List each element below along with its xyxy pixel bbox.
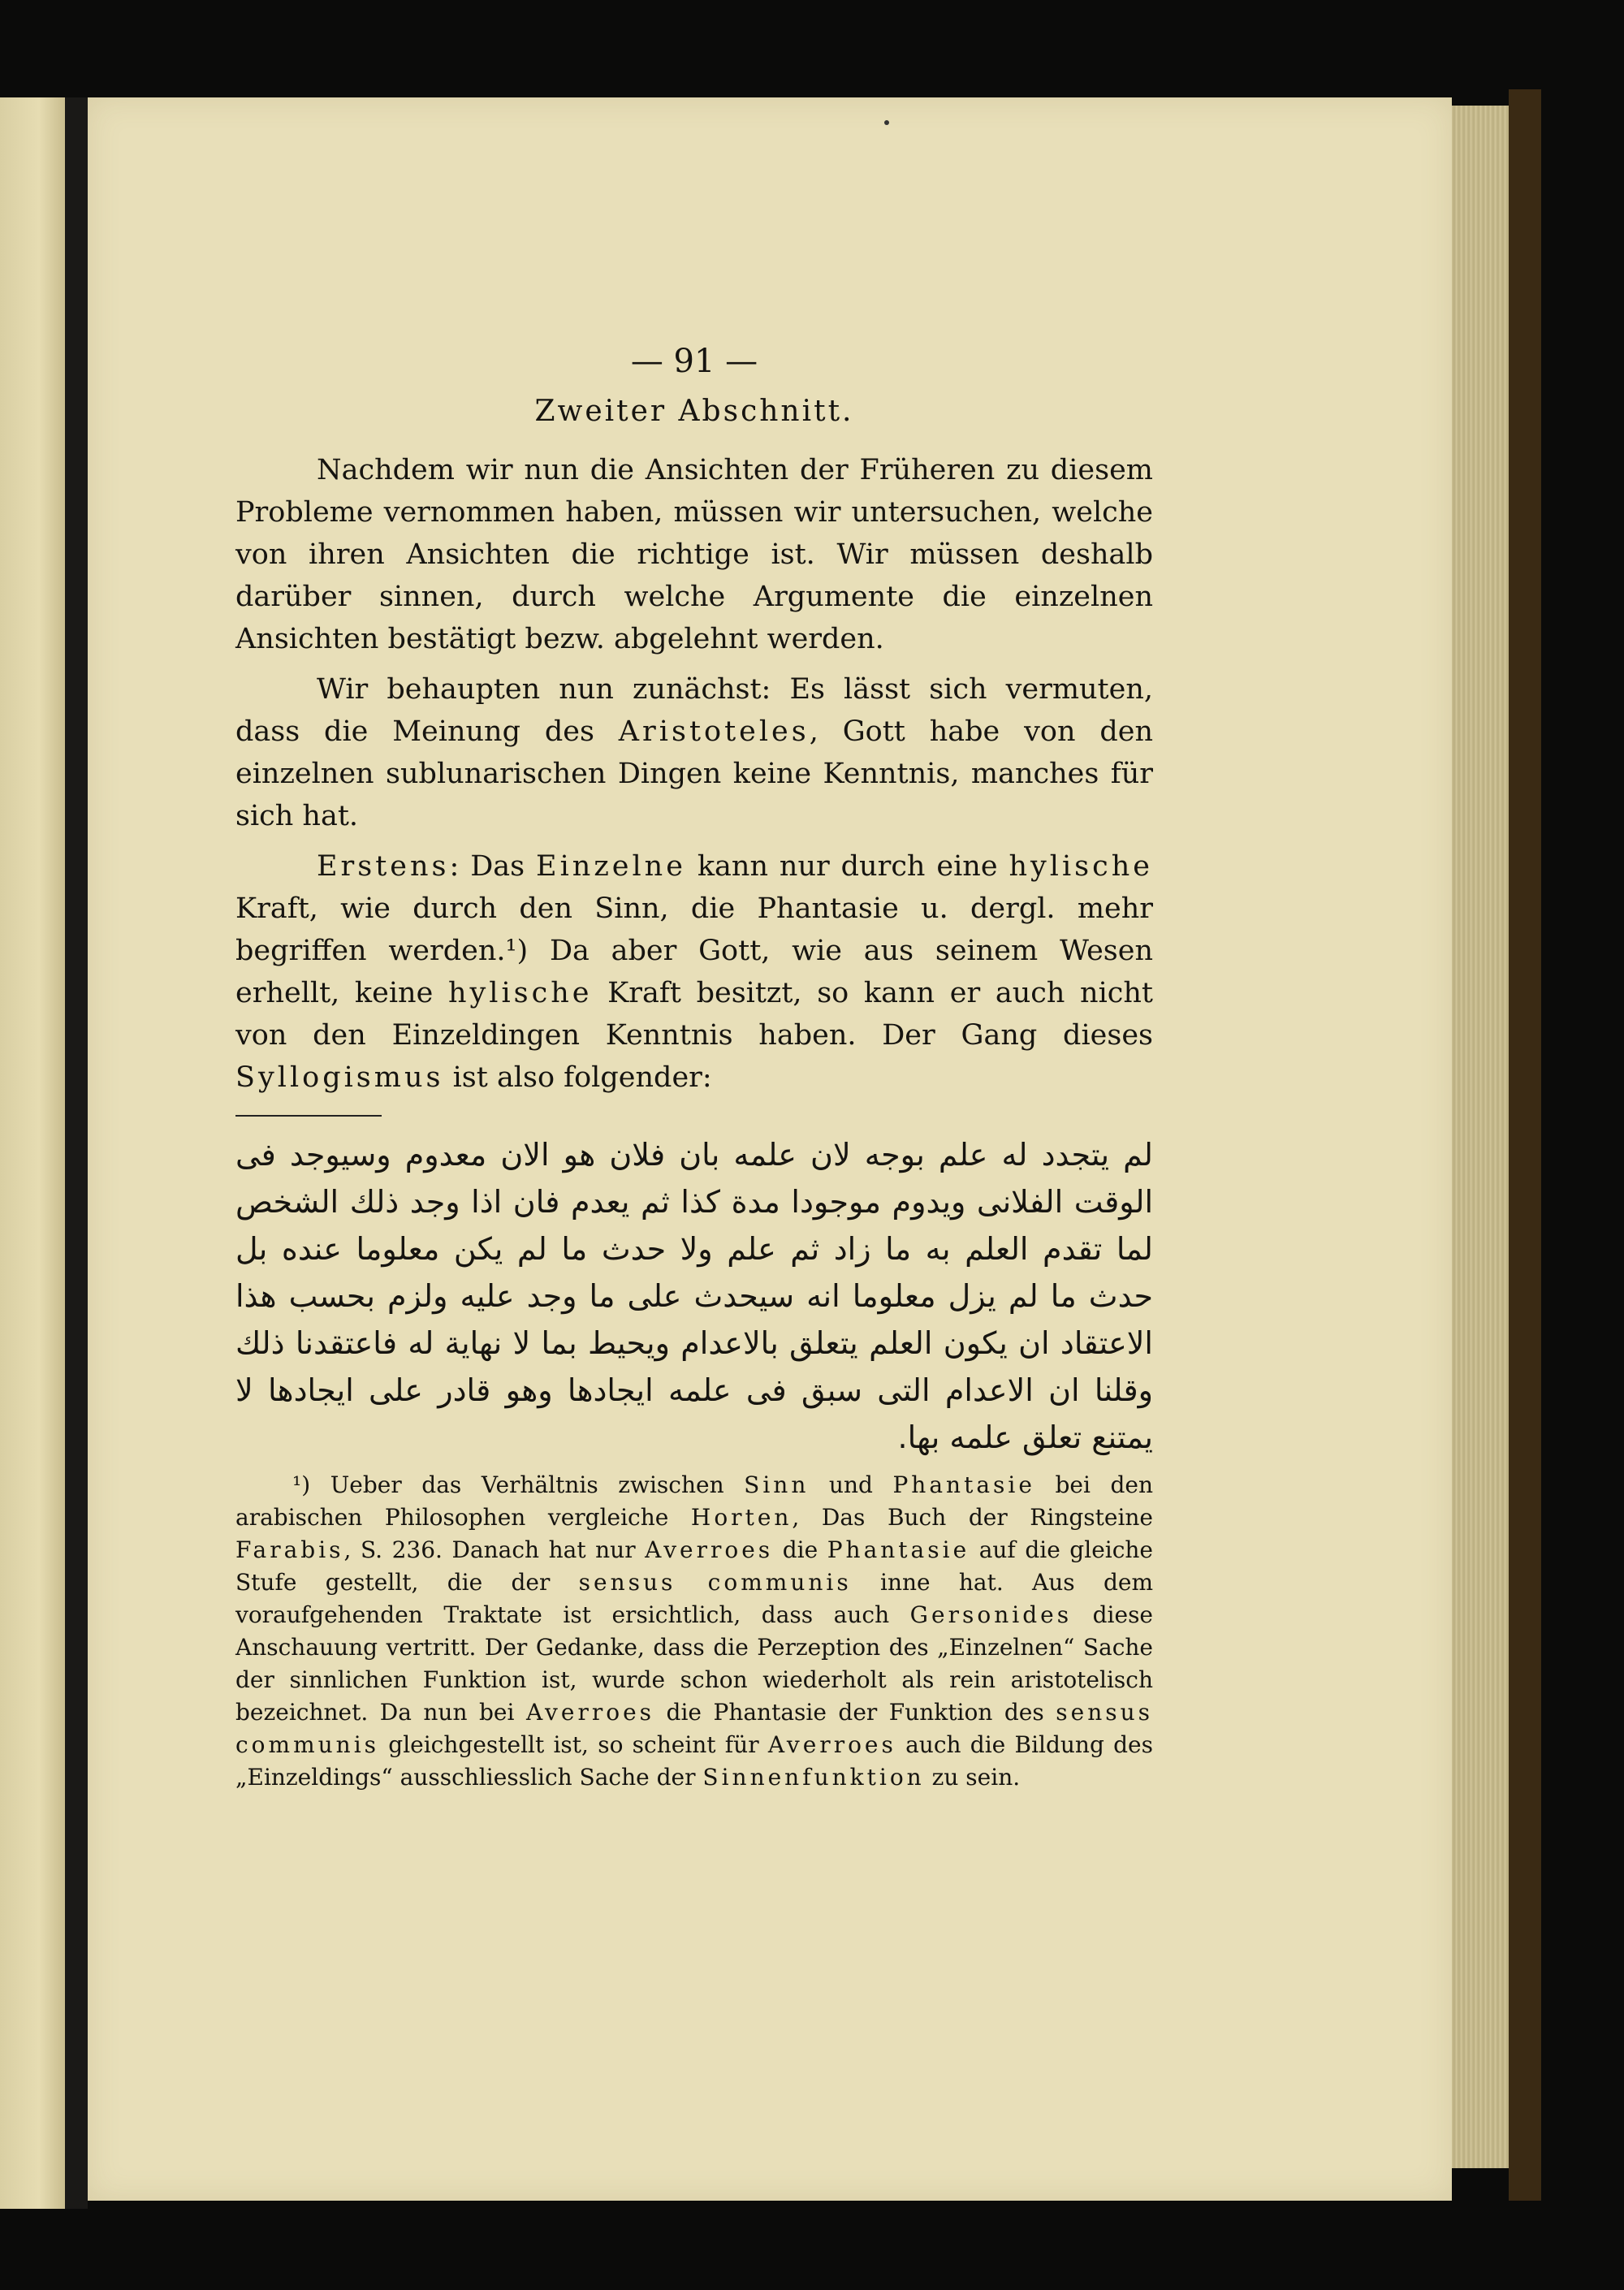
footnote-text-15: inne hat. Aus dem voraufgehenden Traktate ist ersichtlich, dass auch [235,1569,1154,1628]
footnote-text-19: die Phantasie der Funktion des [654,1699,1056,1726]
footnote-text-17: diese Anschauung vertritt. Der Gedanke, dass die Perzeption des „Einzelnen“ Sache der sinnlichen Funktion ist, wurde schon wiederholt als rein aristotelisch bezeichnet. Da nun bei [235,1601,1154,1726]
paragraph-1: Nachdem wir nun die Ansichten der Früheren zu diesem Probleme vernommen haben, müssen wir untersuchen, welche von ihren Ansichten die richtige ist. Wir müssen deshalb darüber sinnen, durch welche Argumente die einzelnen Ansichten bestätigt bezw. abgelehnt werden. [235,454,1153,655]
book-cover-edge [1509,89,1541,2201]
footnote-text-21: gleichgestellt ist, so scheint für [379,1731,768,1758]
footnote-text-25: zu sein. [924,1764,1021,1791]
footnote-sinn: Sinn [744,1471,810,1498]
footnote-averroes-1: Averroes [645,1536,774,1563]
footnote-text-3: und [809,1471,893,1498]
quotation-rule [235,1115,382,1117]
footnote-text-23: auch die Bildung des „Einzeldings“ ausschliesslich Sache der [235,1731,1153,1791]
footnote-averroes-3: Averroes [767,1731,896,1758]
paragraph-3-hylische-1: hylische [1009,850,1153,883]
footnote-phantasie-2: Phantasie [827,1536,970,1563]
section-title: Zweiter Abschnitt. [534,395,854,428]
paragraph-3 [235,845,1153,1099]
footnote-text-1: ¹) Ueber das Verhältnis zwischen [292,1471,745,1498]
footnote-farabis: Farabis [235,1536,344,1563]
paragraph-3-text-h: Kraft besitzt, so kann er auch nicht von den Einzeldingen Kenntnis haben. Der Gang dieses [235,977,1153,1052]
footnote-sensus-communis-1: sensus communis [578,1569,852,1596]
paragraph-3-hylische-2: hylische [447,977,593,1009]
footnote-text-5: bei den arabischen Philosophen vergleiche [235,1471,1153,1531]
paragraph-3-erstens: Erstens [317,850,450,883]
page-edges [1452,106,1509,2168]
footnote [235,1469,1153,1794]
paragraph-3-text-d: kann nur durch eine [685,850,1009,883]
footnote-text-7: , Das Buch der Ringsteine [792,1504,1153,1531]
page-number: — 91 — [630,343,758,380]
arabic-quotation: لم يتجدد له علم بوجه لان علمه بان فلان هو الان معدوم وسيوجد فى الوقت الفلانى ويدوم موجودا مدة كذا ثم يعدم فان اذا وجد ذلك الشخص لما تقدم العلم به ما زاد ثم علم ولا حدث ما لم يكن معلوما عنده بل حدث ما لم يزل معلوما انه سيحدث على ما وجد عليه ولزم بحسب هذا الاعتقاد ان يكون العلم يتعلق بالاعدام ويحيط بما لا نهاية له فاعتقدنا ذلك وقلنا ان الاعدام التى سبق فى علمه ايجادها وهو قادر على ايجادها لا يمتنع تعلق علمه بها. [235,1137,1153,1455]
footnote-sensus-communis-2: sensus communis [235,1699,1153,1758]
left-page-edge [0,97,65,2209]
footnote-gersonides: Gersonides [909,1601,1073,1628]
footnote-sinnenfunktion: Sinnenfunktion [702,1764,925,1791]
footnote-phantasie-1: Phantasie [892,1471,1035,1498]
footnote-text-13: auf die gleiche Stufe gestellt, die der [235,1536,1153,1596]
footnote-averroes-2: Averroes [525,1699,655,1726]
paragraph-2-text-c: , Gott habe von den einzelnen sublunarischen Dingen keine Kenntnis, manches für sich hat. [235,715,1153,832]
footnote-text-11: die [773,1536,827,1563]
paragraph-2 [235,668,1153,837]
paragraph-3-text-f: Kraft, wie durch den Sinn, die Phantasie u. dergl. mehr begriffen werden.¹) Da aber Gott, wie aus seinem Wesen erhellt, keine [235,892,1153,1009]
paragraph-2-text-a: Wir behaupten nun zunächst: Es lässt sich vermuten, dass die Meinung des [235,673,1153,748]
paragraph-2-name-aristoteles: Aristoteles [618,715,810,748]
footnote-horten: Horten [690,1504,793,1531]
footnote-text-9: , S. 236. Danach hat nur [343,1536,646,1563]
book-gutter [65,97,88,2209]
paragraph-3-text-b: : Das [449,850,537,883]
ink-speck [884,120,889,125]
paragraph-3-text-j: ist also folgender: [443,1061,712,1094]
paragraph-3-einzelne: Einzelne [536,850,686,883]
page-content [235,333,1153,1794]
paragraph-3-syllogismus: Syllogismus [235,1061,444,1094]
